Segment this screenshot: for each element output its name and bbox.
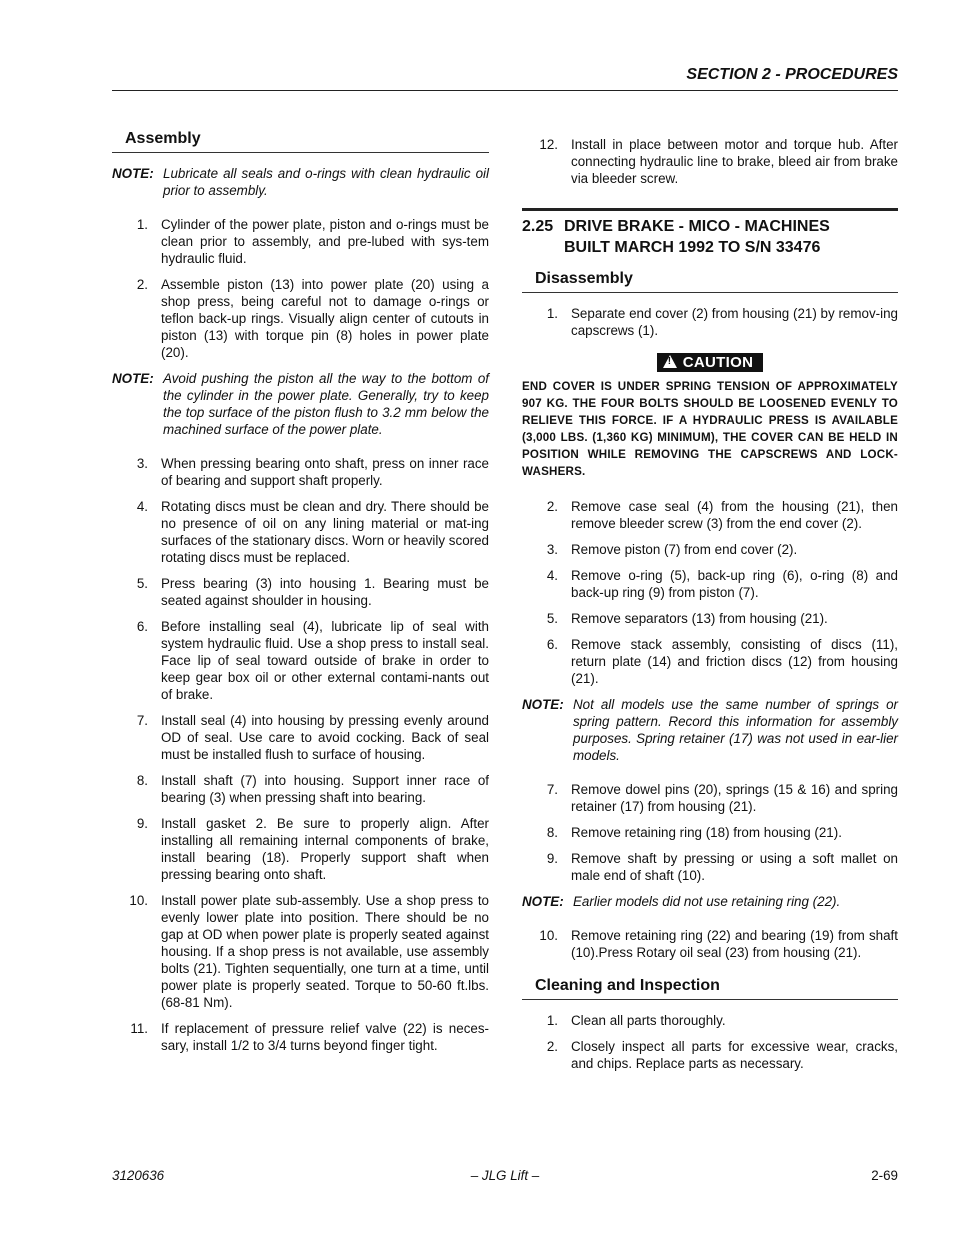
- step-number: 7.: [546, 782, 558, 797]
- step-number: 4.: [546, 568, 558, 583]
- step-text: Remove case seal (4) from the housing (21), then remove bleeder screw (3) from the end cover (2).: [571, 499, 898, 531]
- note-lubricate: [112, 165, 489, 199]
- list-item: [522, 636, 898, 687]
- list-item: [112, 1020, 489, 1054]
- step-text: Install in place between motor and torque hub. After connecting hydraulic line to brake, bleed air from brake via bleeder screw.: [571, 137, 898, 186]
- disassembly-steps-b: [522, 781, 898, 884]
- list-item: [522, 850, 898, 884]
- list-item: [112, 892, 489, 1011]
- list-item: [112, 455, 489, 489]
- step-text: Install seal (4) into housing by pressing evenly around OD of seal. Use care to avoid cocking. Back of seal must be installed flush to surface of housing.: [161, 713, 489, 762]
- note-text: Lubricate all seals and o-rings with clean hydraulic oil prior to assembly.: [163, 166, 489, 198]
- list-item: [522, 927, 898, 961]
- step-text: Remove o-ring (5), back-up ring (6), o-ring (8) and back-up ring (9) from piston (7).: [571, 568, 898, 600]
- disassembly-step-10: [522, 927, 898, 961]
- step-text: Rotating discs must be clean and dry. There should be no presence of oil on any lining material or mat-ing surfaces of the stationary discs. Worn or heavily scored rotating discs must be replaced.: [161, 499, 489, 565]
- page-header: [112, 64, 898, 91]
- step-number: 8.: [546, 825, 558, 840]
- step-number: 6.: [546, 637, 558, 652]
- step-number: 3.: [546, 542, 558, 557]
- list-item: [522, 567, 898, 601]
- warning-triangle-icon: [663, 355, 677, 368]
- note-text: Avoid pushing the piston all the way to the bottom of the cylinder in the power plate. Generally, try to keep the top surface of the piston flush to 3.2 mm below the machined surface of the power plate.: [163, 371, 489, 437]
- step-text: Install gasket 2. Be sure to properly align. After installing all remaining internal components of brake, install bearing (18). Properly support shaft when pressing bearing onto shaft.: [161, 816, 489, 882]
- list-item: [112, 815, 489, 883]
- step-text: Install power plate sub-assembly. Use a shop press to evenly lower plate into position. There should be no gap at OD when power plate is properly seated against housing. If a shop press is not available, use assembly bolts (21). Tighten sequentially, one turn at a time, until power plate is properly seated. Torque to 50-60 ft.lbs. (68-81 Nm).: [161, 893, 489, 1010]
- step-number: 1.: [546, 1013, 558, 1028]
- note-label: NOTE:: [522, 894, 564, 909]
- step-number: 12.: [539, 137, 558, 152]
- document-number: 3120636: [112, 1168, 165, 1183]
- note-label: NOTE:: [112, 166, 154, 181]
- section-title-line1: DRIVE BRAKE - MICO - MACHINES: [564, 218, 830, 235]
- list-item: [522, 498, 898, 532]
- assembly-steps-a: [112, 216, 489, 361]
- list-item: [522, 136, 898, 187]
- cleaning-heading: Cleaning and Inspection: [522, 977, 898, 1000]
- step-text: Remove separators (13) from housing (21).: [571, 611, 828, 626]
- list-item: [112, 618, 489, 703]
- step-text: Separate end cover (2) from housing (21) by remov-ing capscrews (1).: [571, 306, 898, 338]
- step-number: 7.: [136, 713, 148, 728]
- step-text: Install shaft (7) into housing. Support inner race of bearing (3) when pressing shaft into bearing.: [161, 773, 489, 805]
- list-item: [522, 1038, 898, 1072]
- list-item: [112, 216, 489, 267]
- list-item: [112, 498, 489, 566]
- step-text: Assemble piston (13) into power plate (20) using a shop press, being careful not to damage o-rings or teflon back-up rings. Visually align center of cutouts in piston (13) with torque pin (8) holes in power plate (20).: [161, 277, 489, 360]
- disassembly-steps-a: [522, 498, 898, 687]
- step-text: If replacement of pressure relief valve (22) is neces-sary, install 1/2 to 3/4 turns beyond finger tight.: [161, 1021, 489, 1053]
- list-item: [522, 824, 898, 841]
- section-header-title: SECTION 2 - PROCEDURES: [686, 66, 898, 83]
- step-text: Press bearing (3) into housing 1. Bearing must be seated against shoulder in housing.: [161, 576, 489, 608]
- caution-banner: [522, 353, 898, 372]
- step-text: Cylinder of the power plate, piston and o-rings must be clean prior to assembly, and pre-lubed with sys-tem hydraulic fluid.: [161, 217, 489, 266]
- step-number: 6.: [136, 619, 148, 634]
- list-item: [522, 610, 898, 627]
- step-text: Remove piston (7) from end cover (2).: [571, 542, 798, 557]
- step-text: Remove stack assembly, consisting of discs (11), return plate (14) and friction discs (12) from housing (21).: [571, 637, 898, 686]
- assembly-steps-b: [112, 455, 489, 1054]
- list-item: [522, 1012, 898, 1029]
- step-number: 5.: [136, 576, 148, 591]
- note-springs: [522, 696, 898, 764]
- step-text: Clean all parts thoroughly.: [571, 1013, 726, 1028]
- caution-badge: [657, 353, 763, 372]
- disassembly-step-1: [522, 305, 898, 339]
- page-number: 2-69: [871, 1168, 898, 1183]
- step-number: 1.: [136, 217, 148, 232]
- step-number: 2.: [546, 499, 558, 514]
- note-text: Not all models use the same number of springs or spring pattern. Record this information for assembly purposes. Spring retainer (17) was not used in ear-lier models.: [573, 697, 898, 763]
- right-column: [522, 136, 898, 1081]
- note-retaining-ring: [522, 893, 898, 910]
- list-item: [522, 781, 898, 815]
- assembly-step-12: [522, 136, 898, 187]
- left-column: [112, 130, 489, 1063]
- step-number: 2.: [136, 277, 148, 292]
- list-item: [112, 575, 489, 609]
- section-number: 2.25: [522, 218, 554, 235]
- caution-label: CAUTION: [682, 354, 754, 371]
- step-number: 9.: [136, 816, 148, 831]
- assembly-heading: Assembly: [112, 130, 489, 153]
- step-text: Remove shaft by pressing or using a soft mallet on male end of shaft (10).: [571, 851, 898, 883]
- step-number: 3.: [136, 456, 148, 471]
- section-title-line2: BUILT MARCH 1992 TO S/N 33476: [564, 239, 821, 256]
- step-text: When pressing bearing onto shaft, press on inner race of bearing and support shaft properly.: [161, 456, 489, 488]
- list-item: [112, 772, 489, 806]
- step-number: 1.: [546, 306, 558, 321]
- note-label: NOTE:: [522, 697, 564, 712]
- list-item: [522, 305, 898, 339]
- step-text: Remove retaining ring (22) and bearing (19) from shaft (10).Press Rotary oil seal (23) from housing (21).: [571, 928, 898, 960]
- step-text: Remove dowel pins (20), springs (15 & 16) and spring retainer (17) from housing (21).: [571, 782, 898, 814]
- step-number: 10.: [539, 928, 558, 943]
- step-text: Closely inspect all parts for excessive wear, cracks, and chips. Replace parts as necessary.: [571, 1039, 898, 1071]
- caution-text: END COVER IS UNDER SPRING TENSION OF APPROXIMATELY 907 KG. THE FOUR BOLTS SHOULD BE LOOSENED EVENLY TO RELIEVE THIS FORCE. IF A HYDRAULIC PRESS IS AVAILABLE (3,000 LBS. (1,360 KG) MINIMUM), THE COVER CAN BE HELD IN POSITION WHILE REMOVING THE CAPSCREWS AND LOCK-WASHERS.: [522, 380, 898, 478]
- step-number: 8.: [136, 773, 148, 788]
- section-title: [522, 208, 898, 258]
- note-label: NOTE:: [112, 371, 154, 386]
- list-item: [112, 276, 489, 361]
- note-piston: [112, 370, 489, 438]
- note-text: Earlier models did not use retaining ring (22).: [573, 894, 841, 909]
- list-item: [522, 541, 898, 558]
- step-number: 5.: [546, 611, 558, 626]
- step-text: Remove retaining ring (18) from housing (21).: [571, 825, 842, 840]
- disassembly-heading: Disassembly: [522, 270, 898, 293]
- cleaning-steps: [522, 1012, 898, 1072]
- step-number: 2.: [546, 1039, 558, 1054]
- footer-brand: – JLG Lift –: [470, 1168, 540, 1183]
- list-item: [112, 712, 489, 763]
- step-number: 11.: [130, 1021, 148, 1036]
- step-number: 9.: [546, 851, 558, 866]
- step-text: Before installing seal (4), lubricate lip of seal with system hydraulic fluid. Use a shop press to install seal. Face lip of seal toward outside of brake in order to keep gear box oil or other external contami-nants out of brake.: [161, 619, 489, 702]
- step-number: 4.: [136, 499, 148, 514]
- step-number: 10.: [129, 893, 148, 908]
